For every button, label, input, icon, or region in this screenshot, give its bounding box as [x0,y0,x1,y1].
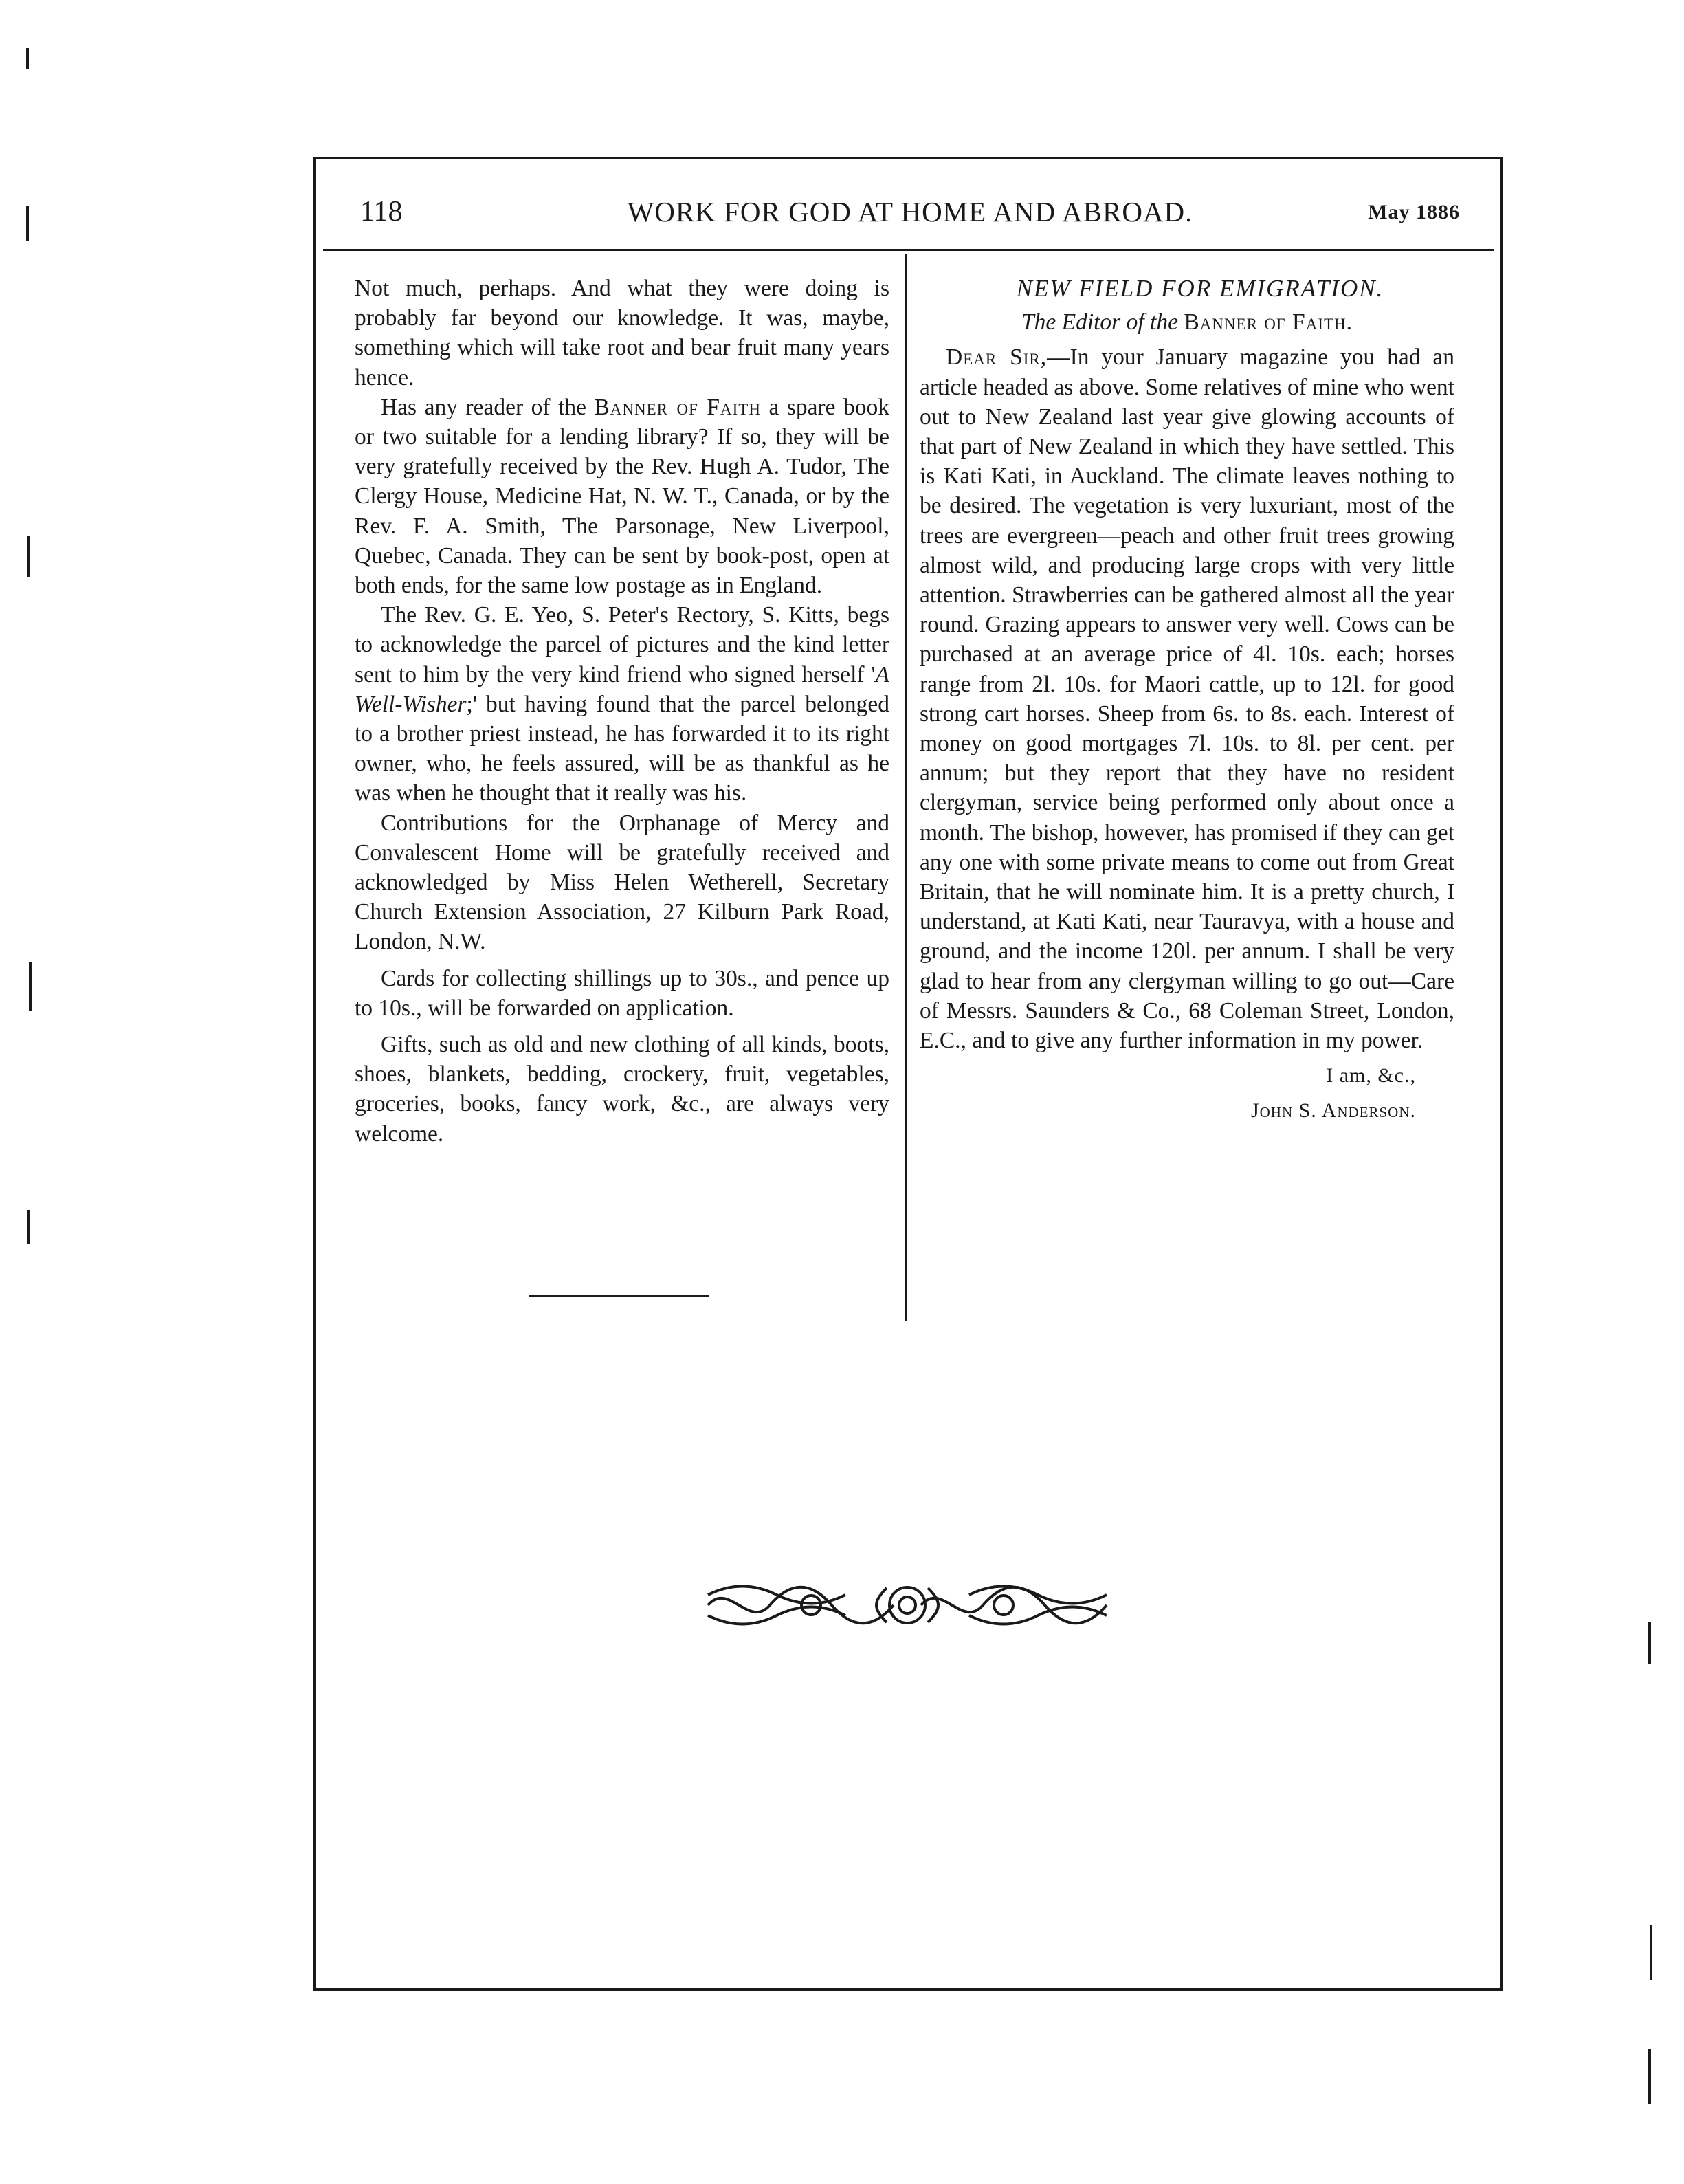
column-divider [905,254,907,1321]
scan-margin-mark [27,1210,30,1244]
salutation: Dear Sir, [946,344,1048,371]
scan-margin-mark [26,206,29,241]
paragraph-contributions: Contributions for the Orphanage of Mercy and Convalescent Home will be gratefully received and acknowledged by Miss Helen Wetherell, Secretary Church Extension Association, 27 Kilburn Park Road, London, N.W. [355,810,889,955]
scan-margin-mark [1648,2049,1651,2104]
section-heading: NEW FIELD FOR EMIGRATION. [1016,275,1384,302]
text-fragment: The Editor of the [1021,309,1184,335]
decorative-ornament [701,1574,1114,1636]
header-rule [323,249,1494,251]
text-fragment: Has any reader of the [381,394,595,420]
text-fragment: —In your January magazine you had an article headed as above. Some relatives of mine who went out to New Zealand last year give glowing accounts of that part of New Zealand in which they have settled. This is Kati Kati, in Auckland. The climate leaves nothing to be desired. The vegetation is very luxuriant, most of the trees are evergreen—peach and other fruit trees growing almost wild, and producing large crops with very little attention. Strawberries can be gathered almost all the year round. Grazing appears to answer very well. Cows can be purchased at an average price of 4l. 10s. each; horses range from 2l. 10s. for Maori cattle, up to 12l. for good strong cart horses. Sheep from 6s. to 8s. each. Interest of money on good mortgages 7l. 10s. to 8l. per cent. per annum; but they report that they have no resident clergyman, service being performed only about once a month. The bishop, however, has promised if they can get any one with some private means to come out from Great Britain, that he will nominate him. It is a pretty church, I understand, at Kati Kati, near Tauravya, with a house and ground, and the income 120l. per annum. I shall be very glad to hear from any clergyman willing to go out—Care of Messrs. Saunders & Co., 68 Coleman Street, London, E.C., and to give any further information in my power. [920,344,1454,1054]
letter-signature: John S. Anderson. [1250,1099,1416,1123]
page-number: 118 [360,196,403,228]
text-fragment: ;' but having found that the parcel belonged to a brother priest instead, he has forwarded it to its right owner, who, he feels assured, will be as thankful as he was when he thought that it really was his. [355,691,889,806]
paragraph-acknowledgement [355,600,889,808]
scan-margin-mark [29,962,32,1011]
right-column [920,274,1454,1126]
banner-of-faith-name: Banner of Faith. [1184,309,1353,335]
section-end-rule [529,1295,709,1297]
running-header [360,191,1460,239]
scan-margin-mark [1648,1622,1651,1664]
paragraph-gifts: Gifts, such as old and new clothing of all kinds, boots, shoes, blankets, bedding, crockery, fruit, vegetables, groceries, books, fancy work, &c., are always very welcome. [355,1032,889,1147]
letter-address [920,307,1454,337]
banner-of-faith-name: Banner of Faith [594,394,761,420]
letter-body [920,342,1454,1055]
paragraph-collecting-cards: Cards for collecting shillings up to 30s., and pence up to 10s., will be forwarded on application. [355,965,889,1021]
issue-date: May 1886 [1368,201,1460,223]
left-column [355,274,889,1149]
text-fragment: The Rev. G. E. Yeo, S. Peter's Rectory, S. Kitts, begs to acknowledge the parcel of pictures and the kind letter sent to him by the very kind friend who signed herself ' [355,602,889,687]
paragraph-continuation: Not much, perhaps. And what they were doing is probably far beyond our knowledge. It was, maybe, something which will take root and bear fruit many years hence. [355,276,889,390]
text-fragment: a spare book or two suitable for a lending library? If so, they will be very gratefully received by the Rev. Hugh A. Tudor, The Clergy House, Medicine Hat, N. W. T., Canada, or by the Rev. F. A. Smith, The Parsonage, New Liverpool, Quebec, Canada. They can be sent by book-post, open at both ends, for the same low postage as in England. [355,394,889,599]
running-title: WORK FOR GOD AT HOME AND ABROAD. [627,196,1193,228]
scan-margin-mark [1650,1925,1652,1980]
well-wisher-signature: A Well-Wisher [355,661,889,717]
scan-margin-mark [27,536,30,577]
scan-margin-mark [26,48,29,69]
paragraph-lending-library [355,393,889,600]
letter-closing: I am, &c., [1326,1064,1416,1088]
